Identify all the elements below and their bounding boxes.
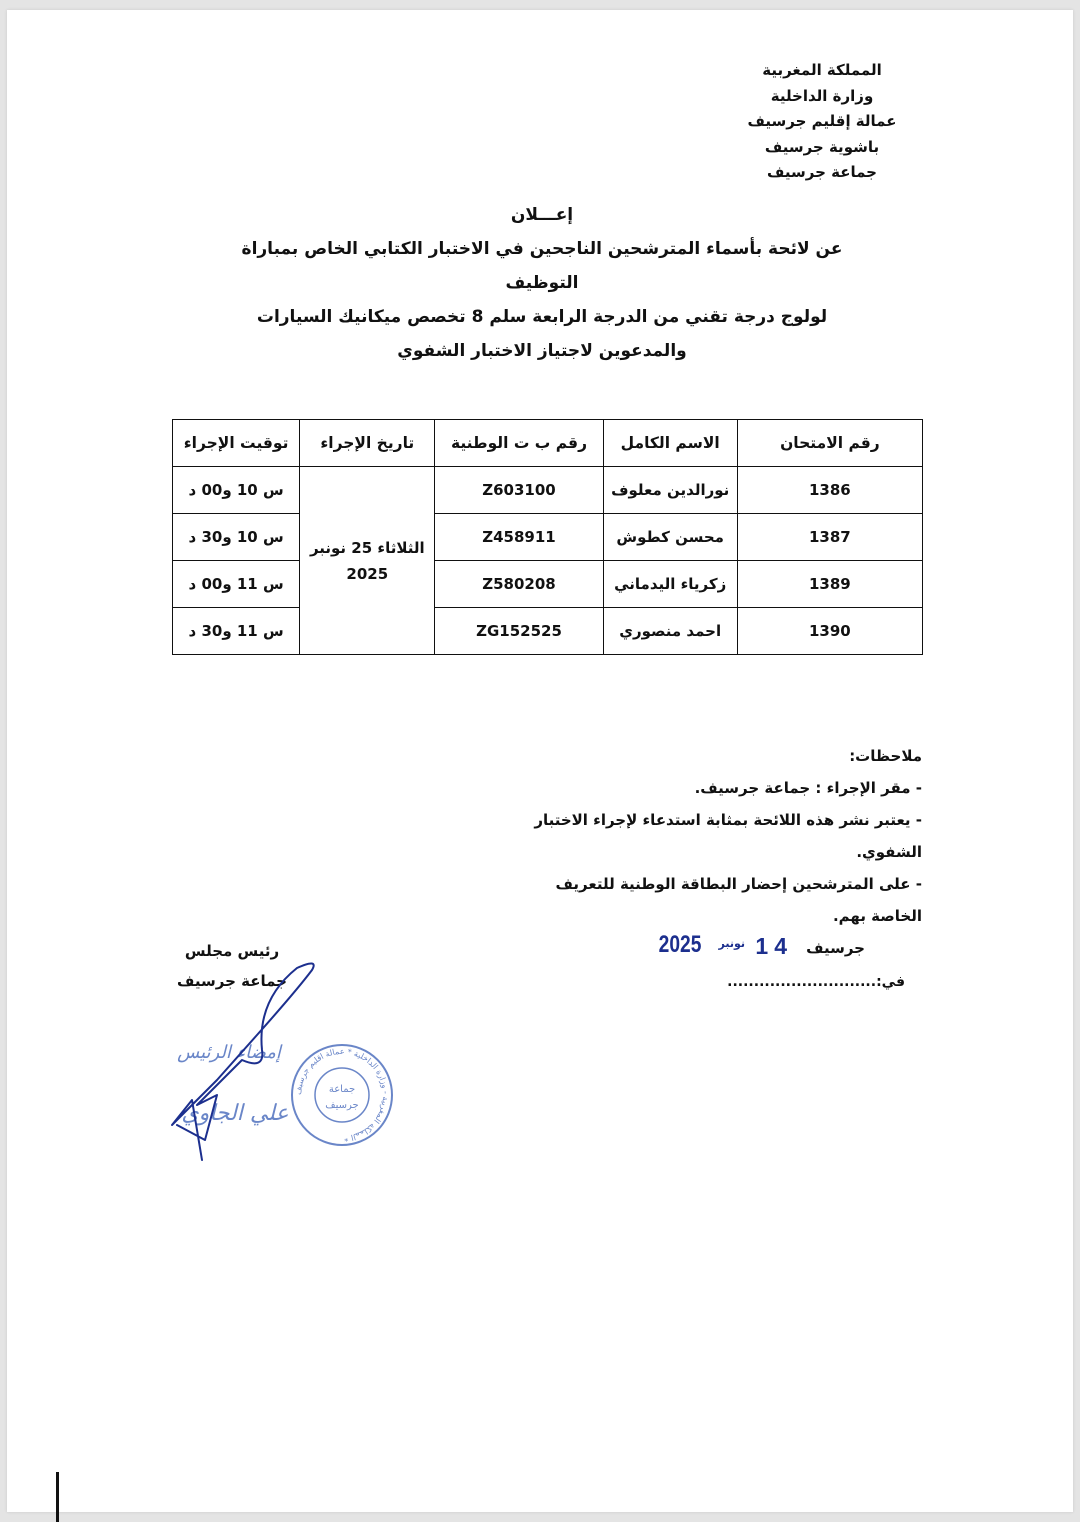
table-row [173,561,923,608]
date-stamp-year: 2025 [658,931,701,958]
title-line-1: عن لائحة بأسماء المترشحين الناجحين في الاختبار الكتابي الخاص بمباراة التوظيف [241,239,843,293]
table-row [173,467,923,514]
seal-outer-text: المملكة المغربية - وزارة الداخلية * عمالة اقليم جرسيف * [293,1046,391,1143]
date-fi-line: في:............................ [727,974,905,990]
letterhead-line-province: عمالة إقليم جرسيف [747,112,897,130]
letterhead-line-kingdom: المملكة المغربية [762,61,882,79]
table-row [173,514,923,561]
date-city: جرسيف [806,939,865,957]
letterhead-line-pashalik: باشوية جرسيف [764,137,880,156]
col-header-full-name: الاسم الكامل [603,420,737,467]
official-seal-icon [292,1045,392,1145]
cell-full-name: نورالدين معلوف [603,467,737,514]
cell-time: س 10 و30 د [173,514,300,561]
seal-inner-line-2: جرسيف [325,1100,359,1111]
letterhead [747,58,897,186]
letterhead-line-ministry: وزارة الداخلية [770,86,874,105]
signatory-title-line-1: رئيس مجلس [184,942,280,960]
announcement-title [207,198,877,368]
signature-and-seal [157,950,407,1180]
notes-section [507,740,922,932]
table-row [173,608,923,655]
cell-time: س 10 و00 د [173,467,300,514]
col-header-cin: رقم ب ت الوطنية [435,420,603,467]
handwritten-name: علي الجاوي [181,1101,289,1126]
cell-exam-number: 1390 [737,608,922,655]
handwritten-label: إمضاء الرئيس [177,1042,281,1063]
cell-cin: Z580208 [435,561,603,608]
cell-cin: ZG152525 [435,608,603,655]
cell-exam-number: 1389 [737,561,922,608]
document-page [7,10,1073,1512]
signatory-title-line-2: جماعة جرسيف [177,972,287,990]
cell-full-name: احمد منصوري [603,608,737,655]
cell-exam-number: 1386 [737,467,922,514]
cell-exam-number: 1387 [737,514,922,561]
cell-time: س 11 و30 د [173,608,300,655]
date-stamp-day: 14 [755,933,793,959]
col-header-time: توقيت الإجراء [173,420,300,467]
shared-date-line-2: 2025 [346,564,389,583]
cell-cin: Z458911 [435,514,603,561]
margin-bar [56,1472,59,1522]
announcement-heading: إعـــلان [510,205,574,225]
title-line-2: لولوج درجة تقني من الدرجة الرابعة سلم 8 تخصص ميكانيك السيارات [256,307,828,327]
cell-shared-date [300,467,435,655]
cell-full-name: زكرياء اليدماني [603,561,737,608]
letterhead-line-commune: جماعة جرسيف [767,163,877,181]
table-header-row [173,420,923,467]
candidates-table [172,419,923,655]
col-header-date: تاريخ الإجراء [300,420,435,467]
note-item: - مقر الإجراء : جماعة جرسيف. [694,779,922,797]
col-header-exam-number: رقم الامتحان [737,420,922,467]
shared-date-line-1: الثلاثاء 25 نونبر [309,538,425,557]
seal-inner-line-1: جماعة [328,1084,356,1095]
date-stamp-month: نونبر [718,937,745,950]
cell-full-name: محسن كطوش [603,514,737,561]
note-item: - يعتبر نشر هذه اللائحة بمثابة استدعاء لإجراء الاختبار الشفوي. [534,811,922,861]
note-item: - على المترشحين إحضار البطاقة الوطنية للتعريف الخاصة بهم. [555,875,922,925]
cell-cin: Z603100 [435,467,603,514]
title-line-3: والمدعوين لاجتياز الاختبار الشفوي [397,341,687,361]
notes-heading: ملاحظات: [849,747,922,765]
date-line [647,927,865,967]
cell-time: س 11 و00 د [173,561,300,608]
